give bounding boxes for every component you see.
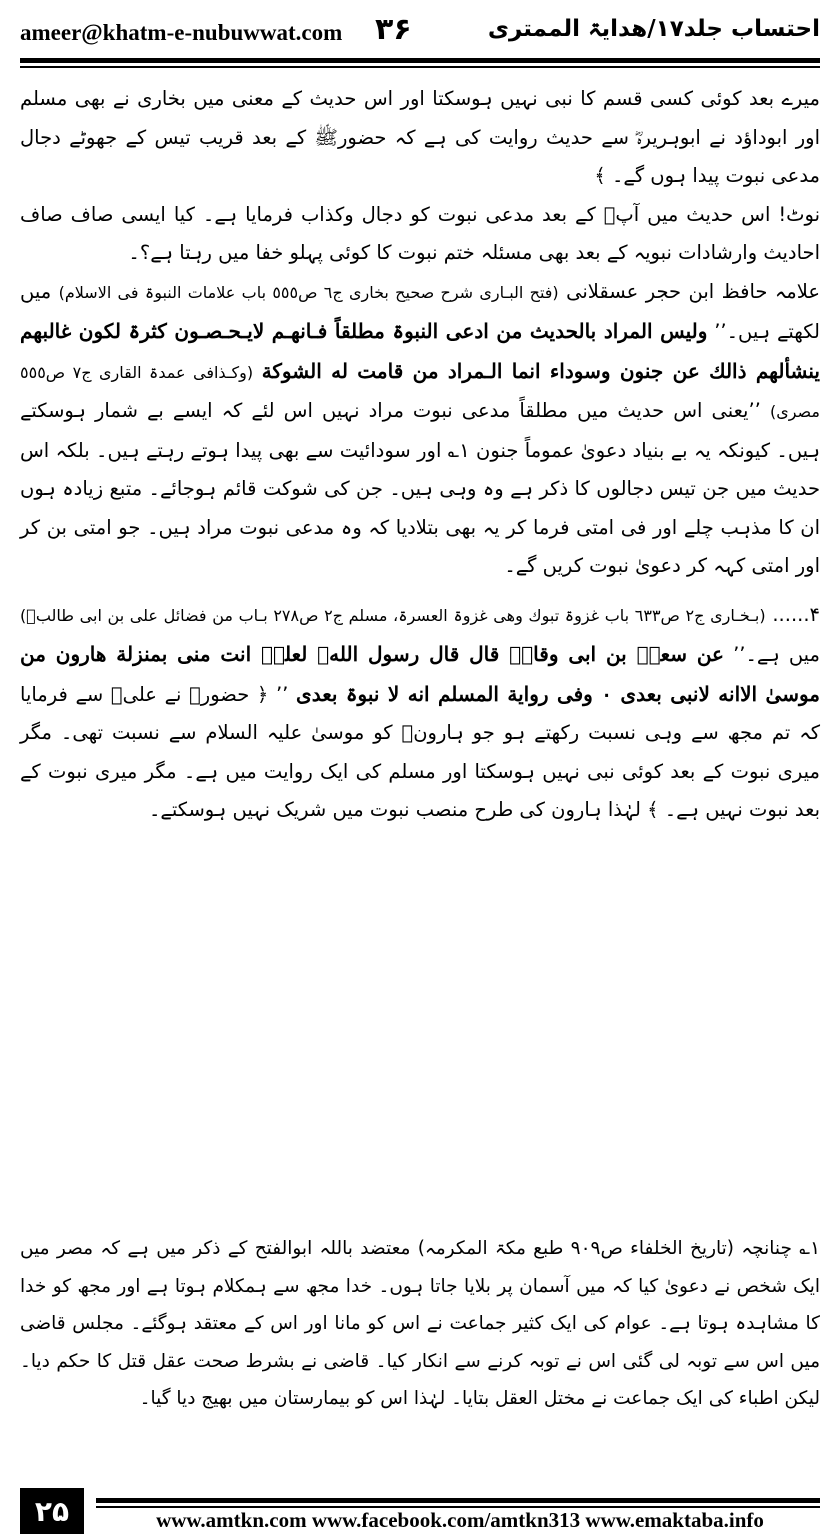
paragraph-4-translation: ’’ ﴿ حضورﷺ نے علیؓ سے فرمایا کہ تم مجھ سے وہی نسبت رکھتے ہو جو ہارونؑ کو موسیٰ علیہ السلام سے نسبت تھی۔ مگر میری نبوت کے بعد کوئی نبی نہیں ہوسکتا اور مسلم کی ایک روایت میں ہے۔ مگر میری نبوت کے بعد نبوت نہیں ہے۔ ﴾ لہٰذا ہارون کی طرح منصب نبوت میں شریک نہیں ہوسکتے۔ — [20, 682, 820, 821]
paragraph-4-mid: میں ہے۔’’ — [733, 643, 820, 666]
reference-umdat-al-qari: (وکـذافی عمدۃ القاری ج٧ ص٥٥٥ مصری) — [20, 362, 820, 421]
main-text — [20, 80, 820, 830]
footer-page-counter: ۲۵ — [20, 1488, 84, 1534]
footnote-1: ۱؎ چنانچہ (تاریخ الخلفاء ص۹۰۹ طبع مکۃ المکرمہ) معتضد باللہ ابوالفتح کے ذکر میں ہے کہ مصر میں ایک شخص نے دعویٰ کیا کہ میں آسمان پر بلایا جاتا ہوں۔ خدا مجھ سے ہمکلام ہوتا ہے اور مجھ کو خدا کا مشاہدہ ہوتا ہے۔ عوام کی ایک کثیر جماعت نے اس کو مانا اور اس کے معتقد ہوگئے۔ مجلس قاضی میں اس سے توبہ لی گئی اس نے توبہ کرنے سے انکار کیا۔ قاضی نے بشرط صحت عقل قتل کا حکم دیا۔ لیکن اطباء کی ایک جماعت نے مختل العقل بتایا۔ لہٰذا اس کو بیمارستان میں بھیج دیا گیا۔ — [20, 1238, 820, 1409]
paragraph-3-translation: ’’یعنی اس حدیث میں مطلقاً مدعی نبوت مراد نہیں اس لئے کہ ایسے بے شمار ہوسکتے ہیں۔ کیونکہ یہ بے بنیاد دعویٰ عموماً جنون ۱؎ اور سودائیت سے بھی پیدا ہوتے رہتے ہیں۔ بلکہ اس حدیث میں جن تیس دجالوں کا ذکر ہے وہ وہی ہیں۔ جن کی شوکت قائم ہوجائے۔ متبع زیادہ ہوں ان کا مذہب چلے اور فی امتی فرما کر یہ بھی بتلادیا کہ وہ مدعی نبوت مراد ہیں۔ جو امتی بن کر اور امتی کہہ کر دعویٰ نبوت کریں گے۔ — [20, 399, 820, 577]
footer-website-links: www.amtkn.com www.facebook.com/amtkn313 www.emaktaba.info — [156, 1508, 764, 1532]
document-page — [20, 0, 820, 1540]
hadith-number: ۴...... — [772, 602, 821, 626]
arabic-quote-1: ولیس المراد بالحدیث من ادعی النبوۃ مطلقاً فـانهـم لایـحـصـون کثرۃ لکون غالبهم ینشألهم ذالك عن جنون وسوداء انما الـمراد من قامت له الشوکة — [20, 319, 820, 383]
header-email: ameer@khatm-e-nubuwwat.com — [20, 20, 343, 45]
paragraph-4 — [20, 596, 820, 830]
arabic-quote-2: عن سعدؓ بن ابی وقاصؓ قال قال رسول اللهﷺ لعلیؓ انت منی بمنزلة ھارون من موسیٰ الاانه لانبی بعدی ۰ وفی روایة المسلم انه لا نبوۃ بعدی — [20, 642, 820, 706]
paragraph-2: نوٹ! اس حدیث میں آپؐ کے بعد مدعی نبوت کو دجال وکذاب فرمایا ہے۔ کیا ایسی صاف صاف احادیث وارشادات نبویہ کے بعد بھی مسئلہ ختم نبوت کا کوئی پہلو خفا میں رہتا ہے؟۔ — [20, 202, 820, 264]
reference-bukhari-muslim: (بـخـاری ج٢ ص٦٣٣ باب غزوۃ تبوك وھی غزوۃ العسرۃ، مسلم ج٢ ص٢٧٨ بـاب من فضائل علی بن ابی طالبؓ) — [20, 605, 766, 625]
reference-fath-al-bari: (فتح البـاری شرح صحیح بخاری ج٦ ص٥٥٥ باب علامات النبوۃ فی الاسلام) — [58, 282, 559, 302]
paragraph-1: میرے بعد کوئی کسی قسم کا نبی نہیں ہوسکتا اور اس حدیث کے معنی میں بخاری نے بھی مسلم اور ابوداؤد نے ابوہریرہؓ سے حدیث روایت کی ہے کہ حضورﷺ کے بعد قریب تیس کے جھوٹے دجال مدعی نبوت پیدا ہوں گے۔ ﴾ — [20, 87, 820, 187]
footnote-section — [20, 1230, 820, 1418]
header-rule — [20, 58, 820, 63]
header-book-title: احتساب جلد۱۷/ھدایۃ الممتری — [487, 16, 820, 42]
footer-rule — [96, 1498, 820, 1503]
page-header — [20, 14, 820, 54]
header-rule-thin — [20, 66, 820, 68]
spacer — [20, 586, 820, 596]
scholar-name: علامہ حافظ ابن حجر عسقلانی — [566, 279, 820, 303]
paragraph-3-mid: میں لکھتے ہیں۔’’ — [20, 279, 820, 343]
paragraph-3 — [20, 273, 820, 586]
header-page-number: ۳۶ — [375, 12, 412, 47]
